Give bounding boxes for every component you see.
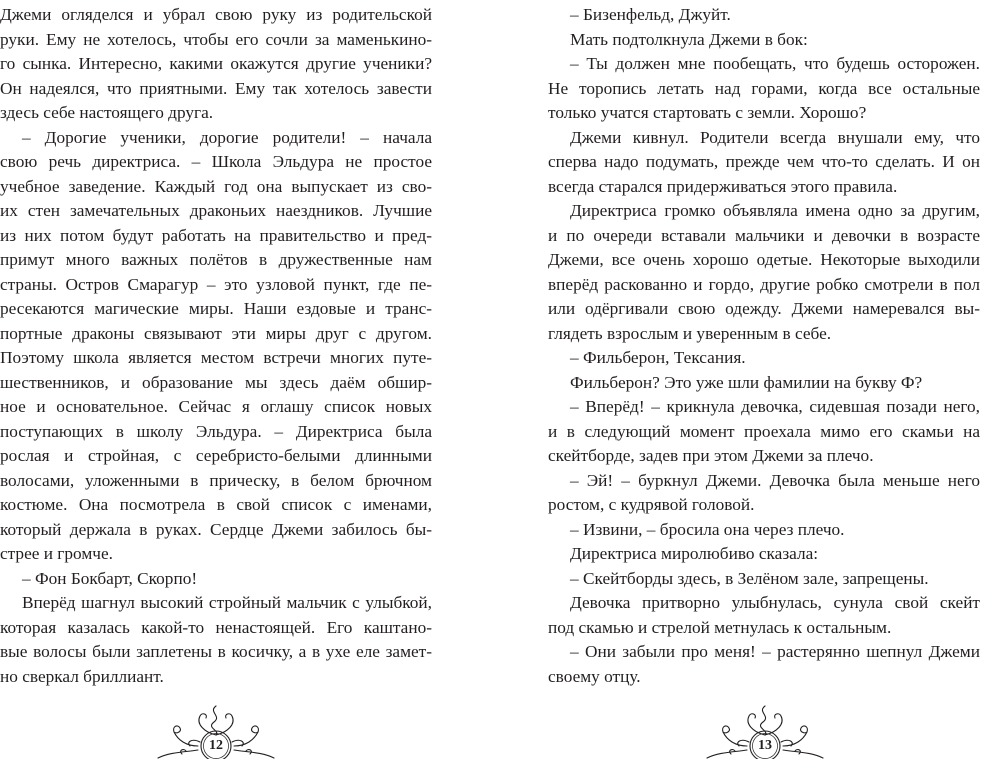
- text-line: – Фильберон, Тексания.: [570, 348, 746, 367]
- text-line: сперва надо подумать, прежде чем что-то сделать. И он: [548, 152, 980, 171]
- text-line: Джеми кивнул. Родители всегда внушали ему, что: [570, 127, 980, 147]
- text-line: Фильберон? Это уже шли фамилии на букву Ф?: [570, 372, 923, 392]
- text-line: – Ты должен мне пообещать, что будешь осторожен.: [570, 54, 980, 73]
- text-line: Вперёд шагнул высокий стройный мальчик с улыбкой,: [22, 593, 432, 612]
- text-line: под скамью и стрелой метнулась к остальным.: [548, 617, 892, 637]
- text-line: – Бизенфельд, Джуйт.: [570, 5, 731, 24]
- text-line: ресекаются магические миры. Наши ездовые и транс-: [0, 299, 432, 318]
- text-line: своему отцу.: [548, 666, 641, 686]
- text-line: шественников, и образование мы здесь даём обшир-: [0, 372, 432, 392]
- page-folio-left: [156, 702, 276, 759]
- text-line: Джеми огляделся и убрал свою руку из родительской: [0, 5, 432, 24]
- page-number: 13: [758, 738, 772, 753]
- text-line: вперёд раскованно и гордо, другие робко смотрели в пол: [548, 274, 980, 294]
- text-line: волосами, уложенными в прическу, в белом брючном: [0, 470, 432, 490]
- text-line: стрее и громче.: [0, 544, 113, 563]
- text-line: и в следующий момент проехала мимо его скамьи на: [548, 421, 980, 441]
- text-line: Директриса миролюбиво сказала:: [570, 544, 819, 563]
- text-line: который держала в руках. Сердце Джеми забилось бы-: [0, 519, 432, 539]
- text-line: Поэтому школа является местом встречи многих путе-: [0, 348, 432, 367]
- page-folio-right: [705, 702, 825, 759]
- text-line: – Скейтборды здесь, в Зелёном зале, запрещены.: [570, 568, 929, 588]
- page-number: 12: [209, 738, 223, 753]
- text-line: – Они забыли про меня! – растерянно шепнул Джеми: [570, 642, 980, 661]
- text-line: – Дорогие ученики, дорогие родители! – начала: [22, 127, 432, 147]
- text-line: го сынка. Интересно, какими окажутся другие ученики?: [0, 54, 432, 73]
- text-line: ростом, с кудрявой головой.: [548, 495, 755, 514]
- text-line: Мать подтолкнула Джеми в бок:: [570, 29, 808, 49]
- text-line: рослая и стройная, с серебристо-белыми длинными: [0, 446, 432, 465]
- text-line: примут много важных полётов в дружественные нам: [0, 250, 432, 269]
- text-line: – Извини, – бросила она через плечо.: [570, 519, 845, 539]
- text-line: их стен замечательных драконьих наездников. Лучшие: [0, 201, 432, 220]
- text-line: поступающих в школу Эльдура. – Директриса была: [0, 421, 432, 441]
- text-line: из них потом будут работать на правительство и пред-: [0, 225, 432, 245]
- text-line: но сверкал бриллиант.: [0, 666, 164, 686]
- text-line: страны. Остров Смарагур – это узловой пункт, где пе-: [0, 274, 432, 294]
- text-line: Девочка притворно улыбнулась, сунула свой скейт: [570, 593, 980, 612]
- text-line: всегда старался придерживаться этого правила.: [548, 176, 898, 196]
- text-line: Не торопись летать над горами, когда все остальные: [548, 78, 980, 98]
- text-line: свою речь директриса. – Школа Эльдура не простое: [0, 152, 432, 171]
- text-line: костюме. Она посмотрела в свой список с именами,: [0, 495, 432, 514]
- text-line: здесь себе настоящего друга.: [0, 103, 214, 122]
- text-line: и по очереди вставали мальчики и девочки в возрасте: [548, 225, 980, 245]
- text-line: портные драконы связывают эти миры друг с другом.: [0, 323, 432, 343]
- text-line: руки. Ему не хотелось, чтобы его сочли за маменькино-: [0, 29, 432, 49]
- text-line: Джеми, все очень хорошо одетые. Некоторые выходили: [548, 250, 980, 269]
- text-line: скейтборде, задев при этом Джеми за плечо.: [548, 446, 874, 465]
- text-line: или одёргивали свою одежду. Джеми намеревался вы-: [548, 299, 980, 318]
- text-line: Он надеялся, что приятными. Ему так хотелось завести: [0, 78, 432, 98]
- text-line: учебное заведение. Каждый год она выпускает из сво-: [0, 176, 432, 196]
- text-line: ное и основательное. Сейчас я оглашу список новых: [0, 397, 432, 416]
- text-line: Директриса громко объявляла имена одно за другим,: [570, 201, 980, 220]
- text-line: вые волосы были заплетены в косичку, а в ухе еле замет-: [0, 642, 432, 661]
- text-line: – Эй! – буркнул Джеми. Девочка была меньше него: [570, 470, 980, 490]
- text-line: которая казалась какой-то ненастоящей. Его каштано-: [0, 617, 432, 637]
- text-line: глядеть взрослым и уверенным в себе.: [548, 323, 832, 343]
- text-line: – Вперёд! – крикнула девочка, сидевшая позади него,: [570, 397, 980, 416]
- text-line: – Фон Бокбарт, Скорпо!: [22, 568, 198, 588]
- text-line: только учатся стартовать с земли. Хорошо?: [548, 103, 867, 122]
